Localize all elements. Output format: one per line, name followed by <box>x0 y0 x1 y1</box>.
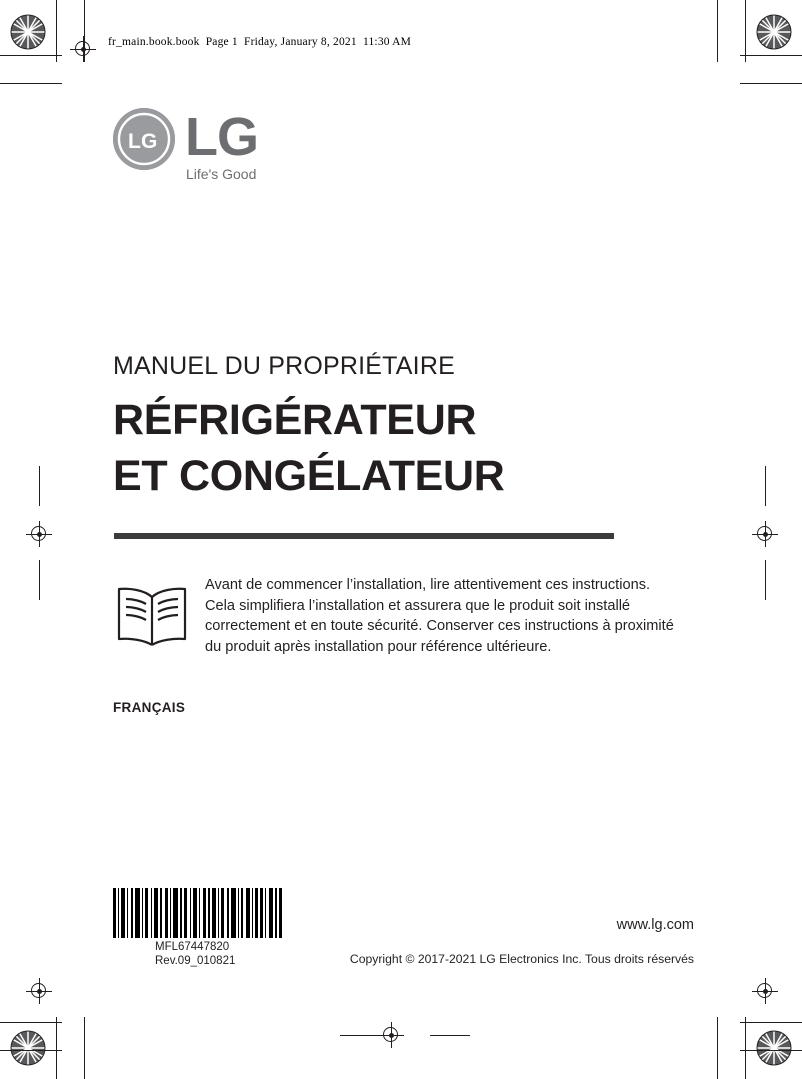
website-link[interactable]: www.lg.com <box>616 917 694 933</box>
crop-line <box>740 55 802 56</box>
page-title <box>113 392 673 504</box>
copyright-text: Copyright © 2017-2021 LG Electronics Inc. Tous droits réservés <box>349 952 694 966</box>
registration-cross-left-middle <box>26 521 52 547</box>
registration-cross-bottom-left <box>26 978 52 1004</box>
page-title-line-1: RÉFRIGÉRATEUR <box>113 396 477 444</box>
svg-text:L: L <box>128 130 141 153</box>
page-title-line-2: ET CONGÉLATEUR <box>113 452 505 500</box>
mfl-code: MFL67447820 <box>155 941 230 953</box>
crop-line <box>56 1017 57 1079</box>
crop-line <box>0 83 62 84</box>
crop-line <box>430 1035 470 1036</box>
crop-line <box>717 0 718 62</box>
owners-manual-label: MANUEL DU PROPRIÉTAIRE <box>113 352 455 380</box>
crop-line <box>56 0 57 62</box>
notice-text: Avant de commencer l’installation, lire attentivement ces instructions. Cela simplifiera l’installation et assurera que le produit soit installé correctement et en toute sécurité. Conserver ces instructions à proximité du produit après installation pour référence ultérieure. <box>205 577 674 655</box>
crop-line <box>0 1050 62 1051</box>
page-header-file-info: fr_main.book.book Page 1 Friday, January 8, 2021 11:30 AM <box>108 36 412 48</box>
crop-line <box>84 1017 85 1079</box>
revision-code: Rev.09_010821 <box>155 955 236 967</box>
crop-line <box>39 466 40 506</box>
barcode <box>113 888 285 938</box>
open-book-icon <box>113 581 191 649</box>
registration-cross-right-middle <box>752 521 778 547</box>
lg-logo-circle-icon <box>113 108 175 170</box>
crop-line <box>39 560 40 600</box>
crop-line <box>745 0 746 62</box>
crop-line <box>740 83 802 84</box>
registration-cross-top-left <box>70 36 96 62</box>
registration-star-top-left <box>10 14 46 50</box>
crop-line <box>0 1022 62 1023</box>
crop-line <box>340 1035 380 1036</box>
svg-text:G: G <box>141 130 158 153</box>
crop-line <box>745 1017 746 1079</box>
registration-star-bottom-left <box>10 1030 46 1066</box>
lg-logo-text: LG <box>185 107 258 167</box>
crop-line <box>740 1022 802 1023</box>
registration-star-bottom-right <box>756 1030 792 1066</box>
lg-logo-tagline: Life's Good <box>186 166 257 182</box>
crop-line <box>0 55 62 56</box>
manual-codes <box>155 940 235 968</box>
crop-line <box>740 1050 802 1051</box>
registration-cross-bottom-right <box>752 978 778 1004</box>
title-divider <box>114 533 614 539</box>
registration-star-top-right <box>756 14 792 50</box>
lg-logo <box>113 108 313 188</box>
crop-line <box>717 1017 718 1079</box>
crop-line <box>765 466 766 506</box>
language-label: FRANÇAIS <box>113 700 186 715</box>
crop-line <box>765 560 766 600</box>
registration-cross-bottom-center <box>378 1022 404 1048</box>
